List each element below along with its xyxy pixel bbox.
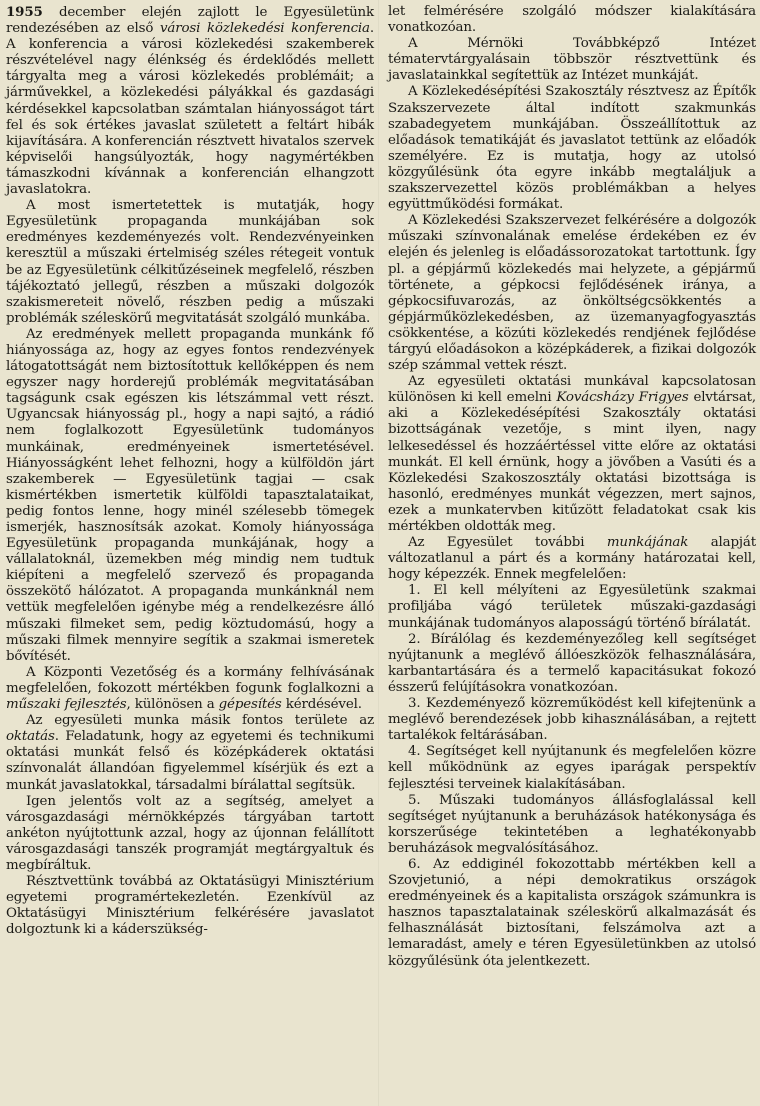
list-item: 2. Bírálólag és kezdeményezőleg kell segítséget nyújtanunk a meglévő állóeszközök felhasználására, karbantartására és a termelő kapacitásukat fokozó ésszerű felújításokra vonatkozóan.	[388, 631, 756, 695]
paragraph-conference: 1955 december elején zajlott le Egyesületünk rendezésében az első városi közlekedési konferencia. A konferencia a városi közlekedési szakemberek részvételével nagy élénkség és érdeklődés mellett tárgyalta meg a városi közlekedés problémáit; a járművekkel, a közlekedési pályákkal és gazdasági kérdésekkel kapcsolatban számtalan hiányosságot tárt fel és sok értékes javaslat született a feltárt hibák kijavítására. A konferencián résztvett hivatalos szervek képviselői hangsúlyozták, hogy nagymértékben támaszkodni kívánnak a konferencián elhangzott javaslatokra.	[6, 4, 374, 198]
paragraph-propaganda-results: A most ismertetettek is mutatják, hogy Egyesületünk propaganda munkájában sok eredményes kezdeményezés volt. Rendezvényeinken keresztül a műszaki értelmiség széles rétegeit vontuk be az Egyesületünk célkitűzéseinek megfelelő, részben tájékoztató jellegű, részben a műszaki dolgozók szakismereteit növelő, részben pedig a műszaki problémák széleskörű megvitatását szolgáló munkába.	[6, 198, 374, 326]
list-item: 4. Segítséget kell nyújtanunk és megfelelően közre kell működnünk az egyes iparágak perspektív fejlesztési terveinek kialakításában.	[388, 744, 756, 792]
paragraph-continuation: let felmérésére szolgáló módszer kialakítására vonatkozóan.	[388, 4, 756, 36]
emphasis-technical-development: műszaki fejlesztés	[6, 697, 127, 713]
emphasis-mechanization: gépesítés	[218, 697, 282, 713]
emphasis-person-name: Kovácsházy Frigyes	[556, 390, 689, 406]
paragraph-ministry: Résztvettünk továbbá az Oktatásügyi Minisztérium egyetemi programértekezletén. Ezenkívül az Oktatásügyi Minisztérium felkérésére javaslatot dolgoztunk ki a káderszükség-	[6, 874, 374, 938]
paragraph-training-institute: A Mérnöki Továbbképző Intézet tématervtárgyalásain többször résztvettünk és javaslatainkkal segítettük az Intézet munkáját.	[388, 36, 756, 84]
list-item: 5. Műszaki tudományos állásfoglalással kell segítséget nyújtanunk a beruházások hatékonysága és korszerűsége tekintetében a leghatékonyabb beruházások megvalósításához.	[388, 792, 756, 856]
list-item: 6. Az eddiginél fokozottabb mértékben kell a Szovjetunió, a népi demokratikus országok eredményeinek és a kapitalista országok számunkra is hasznos tapasztalatainak széleskörű alkalmazását és felhasználását biztosítani, felszámolva azt a lemaradást, amely e téren Egyesületünkben az utolsó közgyűlésünk óta jelentkezett.	[388, 856, 756, 969]
year-label: 1955	[6, 4, 43, 20]
emphasis-education: oktatás	[6, 729, 55, 745]
list-item: 1. El kell mélyíteni az Egyesületünk szakmai profiljába vágó területek műszaki-gazdasági munkájának tudományos alaposságú történő bírálatát.	[388, 583, 756, 631]
paragraph-urban-engineering: Igen jelentős volt az a segítség, amelyet a városgazdasági mérnökképzés tárgyában tartott ankéton nyújtottunk azzal, hogy az újonnan felállított városgazdasági tanszék programját megtárgyaltuk és megbíráltuk.	[6, 793, 374, 873]
paragraph-propaganda-shortcomings: Az eredmények mellett propaganda munkánk fő hiányossága az, hogy az egyes fontos rendezvények látogatottságát nem biztosítottuk kellőképpen és nem egyszer nagy horderejű problémák megvitatásában tagságunk csak egészen kis létszámmal vett részt. Ugyancsak hiányosság pl., hogy a napi sajtó, a rádió nem foglalkozott Egyesületünk tudományos munkáinak, eredményeinek ismertetésével. Hiányosságként lehet felhozni, hogy a külföldön járt szakemberek — Egyesületünk tagjai — csak kismértékben ismertetik külföldi tapasztalataikat, pedig fontos lenne, hogy minél szélesebb tömegek ismerjék, hasznosítsák azokat. Komoly hiányossága Egyesületünk propaganda munkájának, hogy a vállalatoknál, üzemekben még mindig nem tudtuk kiépíteni a megfelelő szervező és propaganda összekötő hálózatot. A propaganda munkánknál nem vettük megfelelően igénybe még a rendelkezésre álló műszaki filmeket sem, pedig köztudomású, hogy a műszaki filmek mennyire segítik a szakmai ismeretek bővítését.	[6, 326, 374, 664]
emphasis-work: munkájának	[606, 535, 689, 551]
emphasis-conference: városi közlekedési konferencia	[159, 21, 370, 37]
list-item: 3. Kezdeményező közreműködést kell kifejtenünk a meglévő berendezések jobb kihasználásában, a rejtett tartalékok feltárásában.	[388, 696, 756, 744]
left-column	[6, 4, 374, 938]
paragraph-education: Az egyesületi munka másik fontos területe az oktatás. Feladatunk, hogy az egyetemi és technikumi oktatási munkát felső és középkáderek oktatási színvonalát állandóan figyelemmel kísérjük és ezt a munkát javaslatokkal, társadalmi bírálattal segítsük.	[6, 713, 374, 793]
paragraph-technical-development: A Központi Vezetőség és a kormány felhívásának megfelelően, fokozott mértékben fogunk foglalkozni a műszaki fejlesztés, különösen a gépesítés kérdésével.	[6, 664, 374, 713]
column-gutter	[378, 0, 379, 1106]
right-column	[388, 4, 756, 970]
paragraph-lecture-series: A Közlekedési Szakszervezet felkérésére a dolgozók műszaki színvonalának emelése érdekében ez év elején és jelenleg is előadássorozatokat tartottunk. Így pl. a gépjármű közlekedés mai helyzete, a gépjármű története, a gépkocsi fejlődésének iránya, a gépkocsifuvarozás, az önköltségcsökkentés a gépjárműközlekedésben, az üzemanyagfogyasztás csökkentése, a közúti közlekedés rendjének fejlődése tárgyú előadásokon a középkáderek, a fizikai dolgozók szép számmal vettek részt.	[388, 213, 756, 374]
paragraph-kovacshazy: Az egyesületi oktatási munkával kapcsolatosan különösen ki kell emelni Kovácsházy Frigyes elvtársat, aki a Közlekedésépítési Szakosztály oktatási bizottságának vezetője, s mint ilyen, nagy lelkesedéssel és hozzáértéssel vitte előre az oktatási munkát. El kell érnünk, hogy a jövőben a Vasúti és a Közlekedési Szakoszosztály oktatási bizottsága is hasonló, eredményes munkát végezzen, mert sajnos, ezek a munkatervben kitűzött feladatokat csak kis mértékben oldották meg.	[388, 374, 756, 534]
paragraph-transport-construction: A Közlekedésépítési Szakosztály résztvesz az Építők Szakszervezete által indított szakmunkás szabadegyetem munkájában. Összeállítottuk az előadások tematikáját és javaslatot tettünk az előadók személyére. Ez is mutatja, hogy az utolsó közgyűlésünk óta egyre inkább megtaláljuk a szakszervezettel közös problémákban a helyes együttműködési formákat.	[388, 84, 756, 213]
paragraph-future-work: Az Egyesület további munkájának alapját változatlanul a párt és a kormány határozatai kell, hogy képezzék. Ennek megfelelően:	[388, 535, 756, 583]
